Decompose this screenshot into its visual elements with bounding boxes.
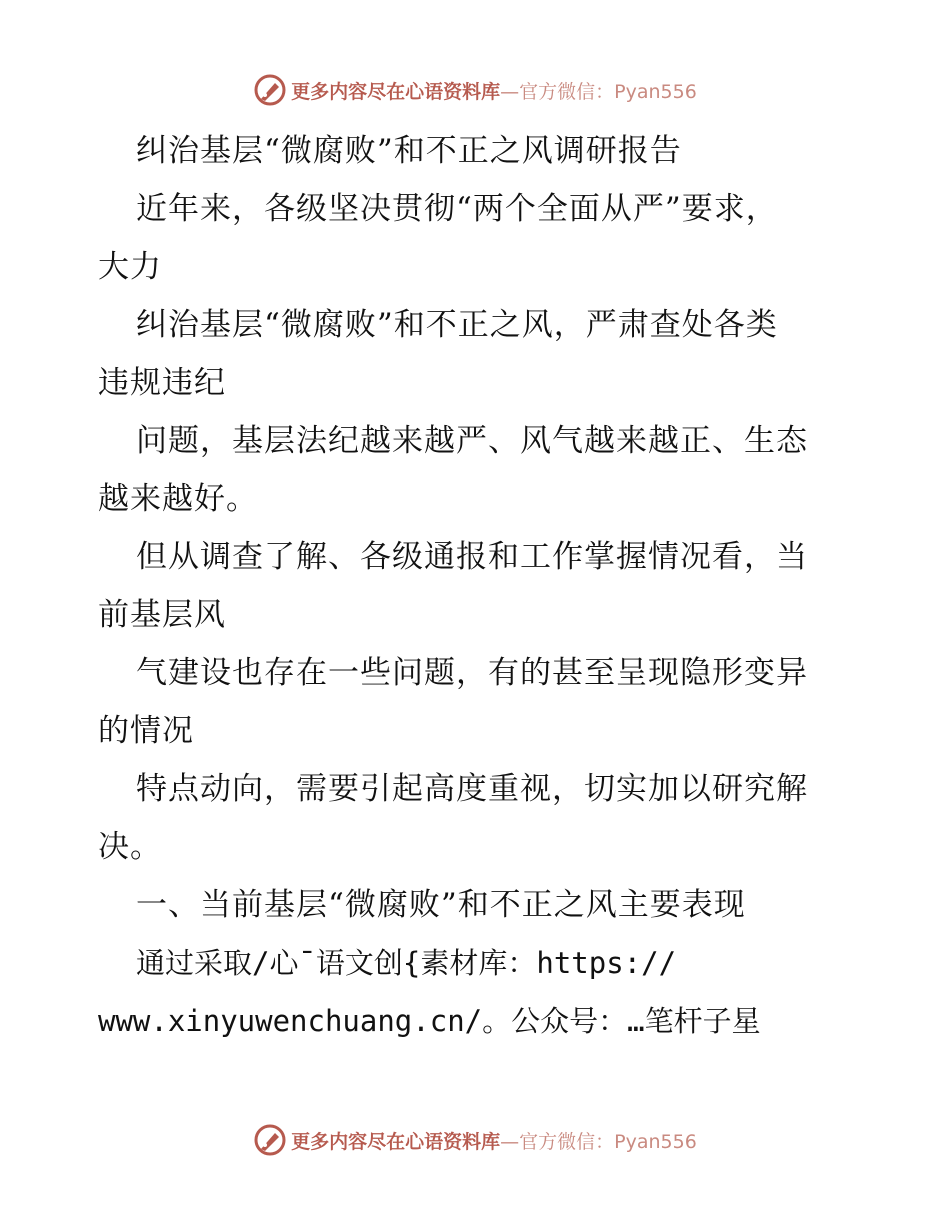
watermark-brand: 更多内容尽在心语资料库 <box>291 1130 501 1153</box>
doc-line: 违规违纪 <box>98 365 226 401</box>
section-heading: 一、当前基层“微腐败”和不正之风主要表现 <box>136 887 746 923</box>
doc-line: 但从调查了解、各级通报和工作掌握情况看，当 <box>136 539 808 575</box>
pen-logo-icon <box>253 1123 287 1157</box>
footer-watermark <box>0 1120 950 1160</box>
doc-line: 通过采取/心¯语文创{素材库：https:// <box>136 946 677 980</box>
doc-line: 大力 <box>98 249 162 285</box>
header-watermark <box>0 70 950 110</box>
watermark-brand: 更多内容尽在心语资料库 <box>291 80 501 103</box>
watermark-contact: —官方微信：Pyan556 <box>500 1130 697 1153</box>
doc-line: 决。 <box>98 829 162 865</box>
doc-line: 纠治基层“微腐败”和不正之风，严肃查处各类 <box>136 307 778 343</box>
doc-line: 近年来，各级坚决贯彻“两个全面从严”要求， <box>136 191 778 227</box>
doc-line: 越来越好。 <box>98 481 258 517</box>
doc-line: 特点动向，需要引起高度重视，切实加以研究解 <box>136 771 808 807</box>
pen-logo-icon <box>253 73 287 107</box>
doc-title: 纠治基层“微腐败”和不正之风调研报告 <box>136 133 682 169</box>
doc-line: 问题，基层法纪越来越严、风气越来越正、生态 <box>136 423 808 459</box>
document-body <box>98 122 858 1050</box>
doc-line: www.xinyuwenchuang.cn/。公众号：…笔杆子星 <box>98 1004 761 1038</box>
doc-line: 气建设也存在一些问题，有的甚至呈现隐形变异 <box>136 655 808 691</box>
doc-line: 的情况 <box>98 713 194 749</box>
watermark-contact: —官方微信：Pyan556 <box>500 80 697 103</box>
doc-line: 前基层风 <box>98 597 226 633</box>
